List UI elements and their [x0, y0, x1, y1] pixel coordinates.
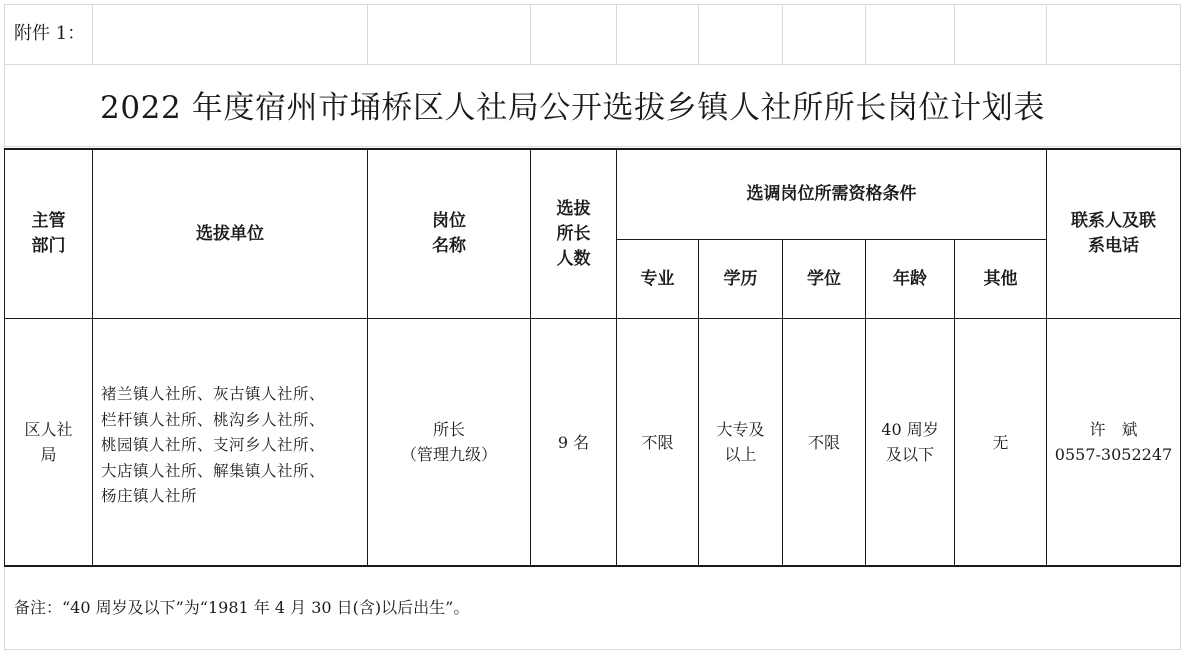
cell-major: 不限	[641, 432, 674, 452]
cell-dept: 区人社 局	[24, 420, 73, 464]
header-age: 年龄	[893, 268, 927, 289]
cell-age: 40 周岁 及以下	[881, 420, 939, 464]
cell-contact: 许 斌 0557-3052247	[1054, 420, 1173, 464]
cell-units: 褚兰镇人社所、灰古镇人社所、 栏杆镇人社所、桃沟乡人社所、 桃园镇人社所、支河乡人社所、 大店镇人社所、解集镇人社所、 杨庄镇人社所	[101, 385, 326, 506]
header-qualifications: 选调岗位所需资格条件	[746, 184, 917, 204]
header-other: 其他	[983, 268, 1018, 289]
header-dept: 主管 部门	[31, 211, 66, 256]
cell-count: 9 名	[557, 432, 590, 452]
cell-other: 无	[992, 432, 1009, 452]
cell-education: 大专及 以上	[716, 420, 765, 464]
header-degree: 学位	[807, 268, 841, 289]
header-contact: 联系人及联 系电话	[1071, 211, 1156, 256]
header-major: 专业	[640, 268, 675, 289]
header-units: 选拔单位	[196, 223, 264, 244]
header-post: 岗位 名称	[432, 211, 466, 256]
header-count: 选拔 所长 人数	[556, 198, 591, 269]
footnote: 备注：“40 周岁及以下”为“1981 年 4 月 30 日(含)以后出生”。	[14, 598, 470, 617]
page-title: 2022 年度宿州市埇桥区人社局公开选拔乡镇人社所所长岗位计划表	[100, 90, 1045, 126]
cell-degree: 不限	[807, 432, 840, 452]
header-education: 学历	[723, 268, 758, 289]
attachment-label: 附件 1：	[14, 23, 86, 44]
cell-post: 所长 （管理九级）	[400, 420, 497, 464]
